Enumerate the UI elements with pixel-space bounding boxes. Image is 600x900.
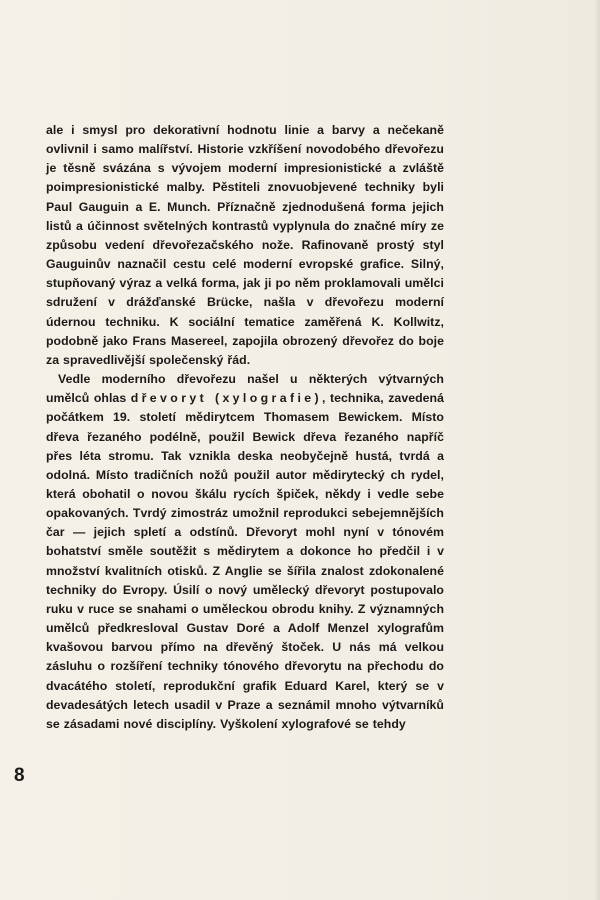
spaced-term: dřevoryt (xylografie)	[130, 391, 323, 406]
paragraph-2	[46, 370, 444, 734]
page-number: 8	[14, 765, 25, 786]
body-text	[46, 121, 444, 734]
paragraph-1-text: ale i smysl pro dekorativní hodnotu linie a barvy a nečekaně ovlivnil i samo malířství. Historie vzkříšení novodobého dřevořezu je těsně svázána s vývojem moderní impresionistické a zvláště poimpresionistické malby. Pěstiteli znovuobjevené techniky byli Paul Gauguin a E. Munch. Příznačně zjednodušená forma jejich listů a účinnost světelných kontrastů vyplynula do značné míry ze způsobu vedení dřevořezačského nože. Rafinovaně prostý styl Gauguinův naznačil cestu celé moderní evropské grafice. Silný, stupňovaný výraz a velká forma, jak ji po něm proklamovali umělci sdružení v drážďanské Brücke, našla v dřevořezu moderní údernou techniku. K sociální tematice zaměřená K. Kollwitz, podobně jako Frans Masereel, zapojila obrozený dřevořez do boje za spravedlivější společenský řád.	[46, 123, 444, 367]
paragraph-2-text-rest: , technika, zavedená počátkem 19. století mědirytcem Thomasem Bewickem. Místo dřeva řezaného podélně, použil Bewick dřeva řezaného napříč přes léta stromu. Tak vznikla deska neobyčejně hustá, tvrdá a odolná. Místo tradičních nožů použil autor mědirytecký ch rydel, která obohatil o novou škálu rycích špiček, někdy i vedle sebe opakovaných. Tvrdý zimostráz umožnil reprodukci sebejemnějších čar — jejich spletí a odstínů. Dřevoryt mohl nyní v tónovém bohatství směle soutěžit s mědirytem a dokonce ho předčil i v množství kvalitních otisků. Z Anglie se šířila znalost zdokonalené techniky do Evropy. Úsilí o nový umělecký dřevoryt postupovalo ruku v ruce se snahami o uměleckou obrodu knihy. Z významných umělců předkresloval Gustav Doré a Adolf Menzel xylografům kvašovou barvou přímo na dřevěný štoček. U nás má velkou zásluhu o rozšíření techniky tónového dřevorytu na přechodu do dvacátého století, reprodukční grafik Eduard Karel, který se v devadesátých letech usadil v Praze a seznámil mnoho výtvarníků se zásadami nové disciplíny. Vyškolení xylografové se tehdy	[46, 391, 444, 731]
paragraph-2-text-start: Vedle moderního dřevořezu našel u některých výtvarných umělců ohlas	[46, 372, 444, 406]
paragraph-1	[46, 121, 444, 370]
page-edge-shadow	[594, 0, 600, 900]
